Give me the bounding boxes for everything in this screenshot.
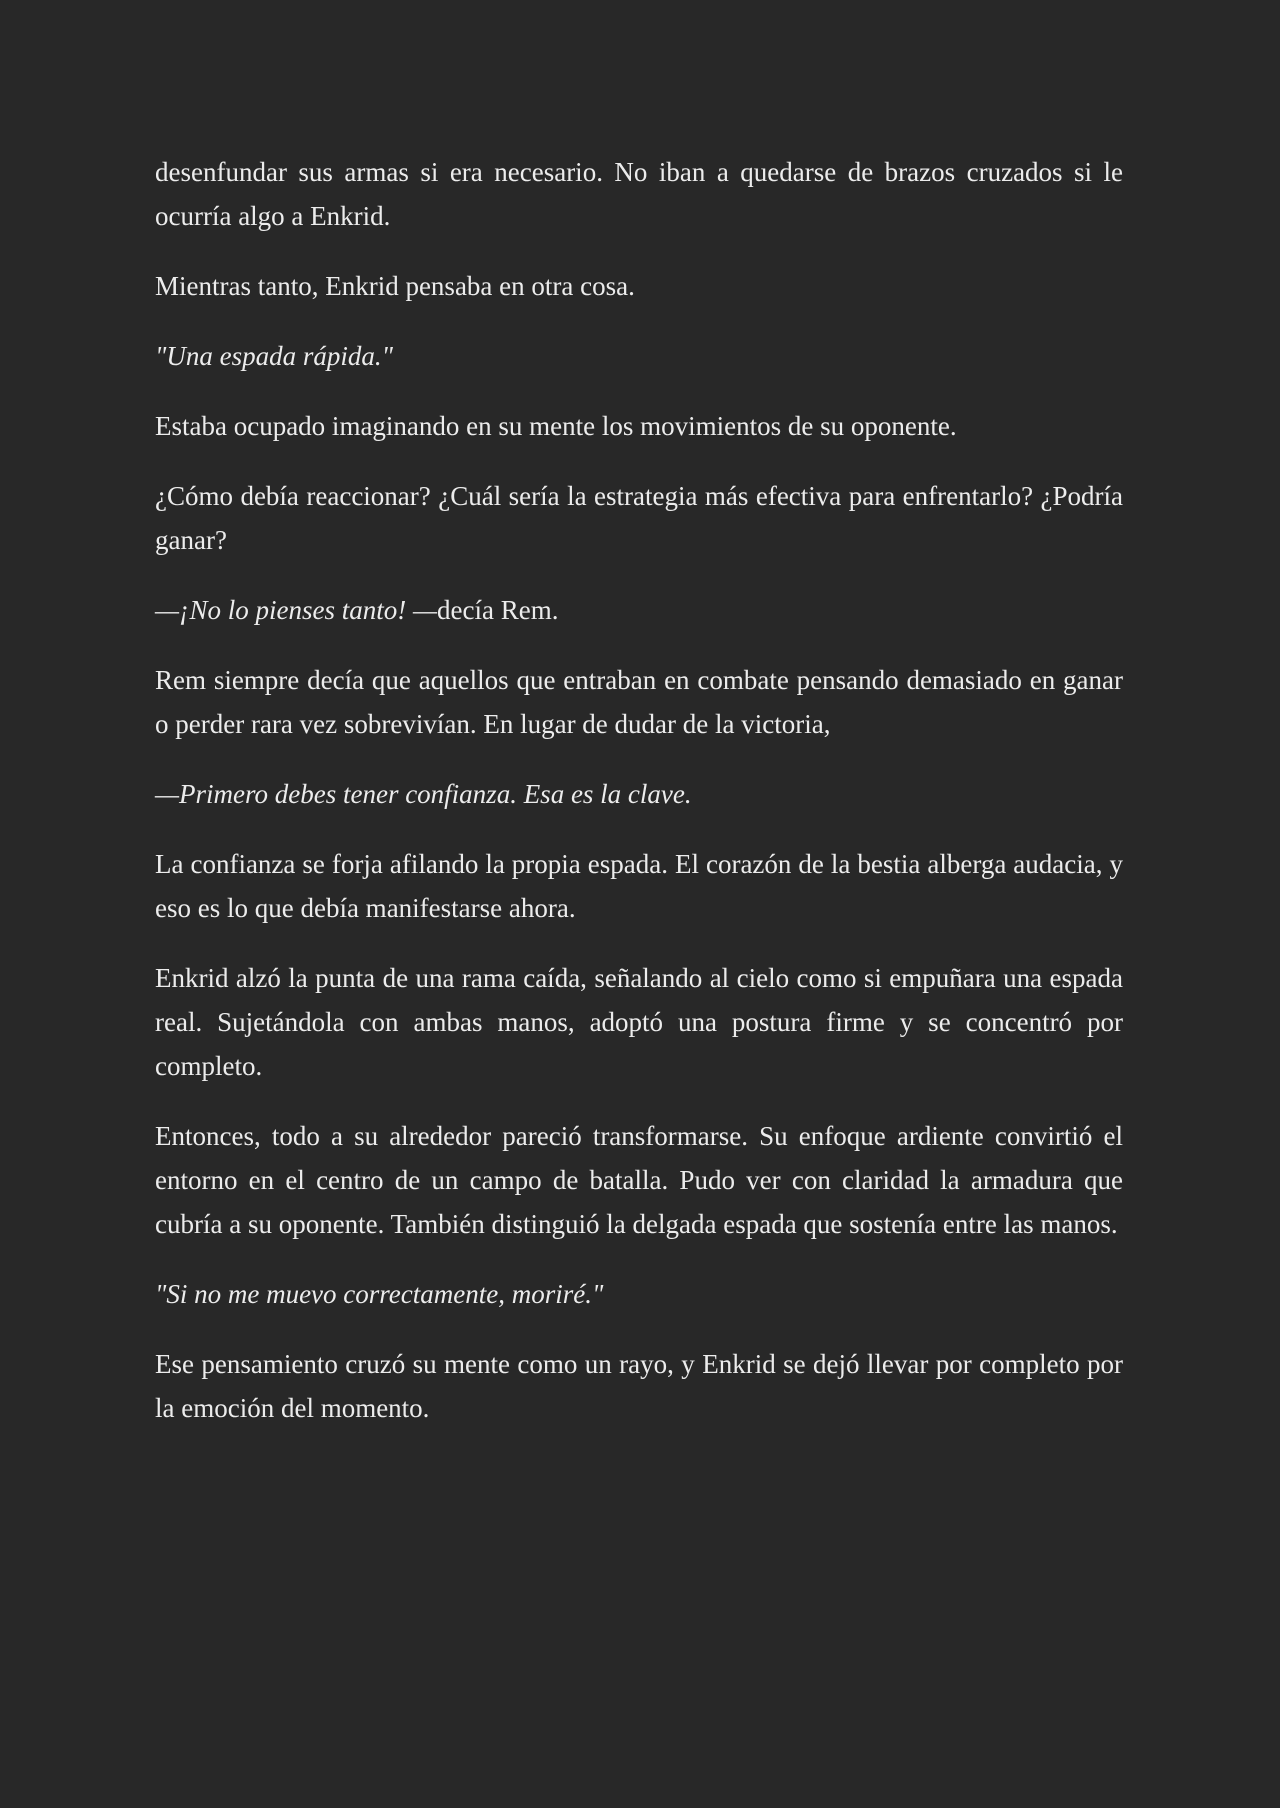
italic-thought: "Si no me muevo correctamente, moriré." bbox=[155, 1279, 604, 1309]
paragraph bbox=[155, 772, 1123, 816]
italic-thought: "Una espada rápida." bbox=[155, 341, 393, 371]
paragraph: Mientras tanto, Enkrid pensaba en otra cosa. bbox=[155, 271, 635, 301]
paragraph bbox=[155, 334, 1123, 378]
reading-page bbox=[155, 150, 1123, 1456]
paragraph: Rem siempre decía que aquellos que entraban en combate pensando demasiado en ganar o perder rara vez sobrevivían. En lugar de dudar de la victoria, bbox=[155, 665, 1123, 739]
paragraph bbox=[155, 1272, 1123, 1316]
paragraph: Estaba ocupado imaginando en su mente los movimientos de su oponente. bbox=[155, 411, 957, 441]
paragraph: Entonces, todo a su alrededor pareció transformarse. Su enfoque ardiente convirtió el entorno en el centro de un campo de batalla. Pudo ver con claridad la armadura que cubría a su oponente. También distinguió la delgada espada que sostenía entre las manos. bbox=[155, 1121, 1123, 1239]
paragraph: Ese pensamiento cruzó su mente como un rayo, y Enkrid se dejó llevar por completo por la emoción del momento. bbox=[155, 1349, 1123, 1423]
italic-dialogue: —Primero debes tener confianza. Esa es la clave. bbox=[155, 779, 692, 809]
paragraph: Enkrid alzó la punta de una rama caída, señalando al cielo como si empuñara una espada real. Sujetándola con ambas manos, adoptó una postura firme y se concentró por completo. bbox=[155, 963, 1123, 1081]
paragraph: desenfundar sus armas si era necesario. No iban a quedarse de brazos cruzados si le ocurría algo a Enkrid. bbox=[155, 157, 1123, 231]
paragraph bbox=[155, 588, 1123, 632]
paragraph: La confianza se forja afilando la propia espada. El corazón de la bestia alberga audacia, y eso es lo que debía manifestarse ahora. bbox=[155, 849, 1123, 923]
paragraph: ¿Cómo debía reaccionar? ¿Cuál sería la estrategia más efectiva para enfrentarlo? ¿Podría ganar? bbox=[155, 481, 1123, 555]
dialogue-tag: decía Rem. bbox=[437, 595, 559, 625]
italic-dialogue: —¡No lo pienses tanto! — bbox=[155, 595, 438, 625]
